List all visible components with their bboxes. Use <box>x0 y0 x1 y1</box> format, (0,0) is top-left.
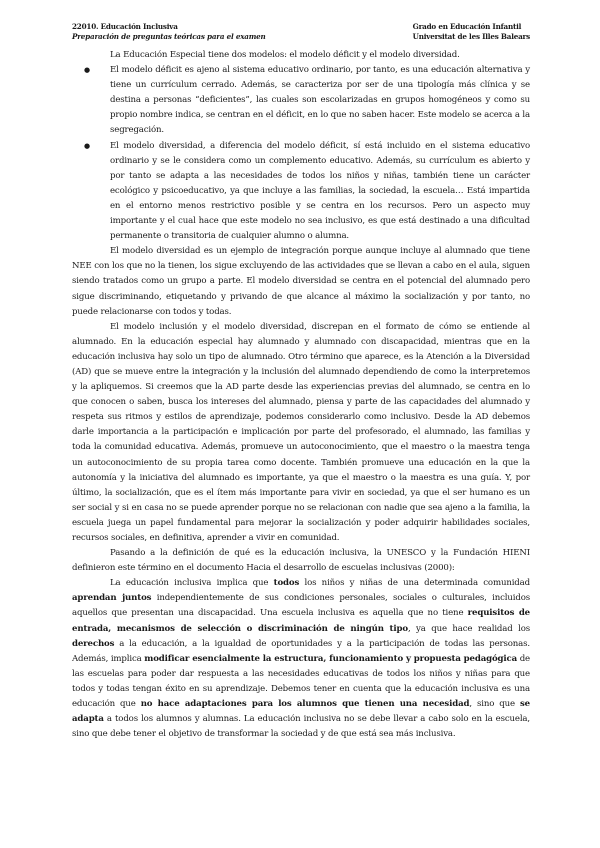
list-item-deficit: ● El modelo déficit es ajeno al sistema educativo ordinario, por tanto, es una educación alternativa y tiene un currículum cerrado. Además, se caracteriza por ser de una tipología más clínica y se destina a personas “deficientes”, las cuales son escolarizadas en grupos homogéneos y como su propio nombre indica, se centran en el déficit, en lo que no saben hacer. Este modelo se acerca a la segregación. <box>110 63 530 138</box>
course-title: 22010. Educación Inclusiva <box>72 22 178 31</box>
bold-run: aprendan juntos <box>72 593 152 604</box>
text-run: de las escuelas para poder dar respuesta a las necesidades educativas de todos los niños y niñas para que todos y todas tengan éxito en su aprendizaje. Debemos tener en cuenta que la educación inclusiva es una educación que <box>72 653 530 710</box>
intro-paragraph: La Educación Especial tiene dos modelos: el modelo déficit y el modelo diversidad. <box>110 50 460 60</box>
text-run: independientemente de sus condiciones personales, sociales o culturales, incluidos aquellos que presentan una discapacidad. Una escuela inclusiva es aquella que no tiene <box>72 593 530 619</box>
paragraph-definicion: Pasando a la definición de qué es la educación inclusiva, la UNESCO y la Fundación HIENI definieron este término en el documento Hacia el desarrollo de escuelas inclusivas (2000): <box>72 548 530 574</box>
bold-run: todos <box>273 578 300 589</box>
degree-name: Grado en Educación Infantil <box>412 22 522 31</box>
text-run: a la educación, a la igualdad de oportunidades y a la participación de todas las personas. Además, implica <box>72 638 530 664</box>
paragraph-integracion: El modelo diversidad es un ejemplo de integración porque aunque incluye al alumnado que tiene NEE con los que no la tienen, los sigue excluyendo de las actividades que se llevan a cabo en el aula, siguen siendo tratados como un grupo a parte. El modelo diversidad se centra en el potencial del alumnado pero sigue discriminando, etiquetando y privando de que alcance al máximo la socialización y por tanto, no puede relacionarse con todos y todas. <box>72 246 530 317</box>
bold-run: no hace adaptaciones para los alumnos que tienen una necesidad <box>140 699 470 710</box>
page-header <box>72 22 530 42</box>
bold-run: modificar esencialmente la estructura, funcionamiento y propuesta pedagógica <box>144 653 518 664</box>
bold-run: derechos <box>72 638 115 649</box>
text-run: , ya que hace realidad los <box>407 623 530 634</box>
paragraph-educacion-inclusiva <box>72 576 530 742</box>
text-run: a todos los alumnos y alumnas. La educación inclusiva no se debe llevar a cabo solo en la escuela, sino que debe tener el objetivo de transformar la sociedad y de que está sea más inclusiva. <box>72 714 530 740</box>
text-run: , sino que <box>469 699 520 710</box>
document-subtitle: Preparación de preguntas teóricas para el examen <box>72 32 266 41</box>
models-list <box>72 63 530 244</box>
text-run: La educación inclusiva implica que <box>110 578 274 589</box>
paragraph-inclusion: El modelo inclusión y el modelo diversidad, discrepan en el formato de cómo se entiende al alumnado. En la educación especial hay alumnado y alumnado con discapacidad, mientras que en la educación inclusiva hay solo un tipo de alumnado. Otro término que aparece, es la Atención a la Diversidad (AD) que se mueve entre la integración y la inclusión del alumnado dependiendo de como la interpretemos y la apliquemos. Si creemos que la AD parte desde las experiencias previas del alumnado, se centra en lo que conocen o saben, busca los intereses del alumnado, piensa y parte de las capacidades del alumnado y respeta sus ritmos y estilos de aprendizaje, podemos considerarlo como inclusivo. Desde la AD debemos darle importancia a la participación e implicación por parte del profesorado, el alumnado, las familias y toda la comunidad educativa. Además, promueve un autoconocimiento, que el maestro o la maestra tenga un autoconocimiento de su propia tarea como docente. También promueve una educación en la que la autonomía y la iniciativa del alumnado es importante, ya que el maestro o la maestra es una guía. Y, por último, la socialización, que es el ítem más importante para vivir en sociedad, ya que el ser humano es un ser social y si en casa no se puede aprender porque no se relacionan con nadie que sea ajeno a la familia, la escuela juega un papel fundamental para mejorar la socialización y poder adquirir habilidades sociales, recursos sociales, en definitiva, aprender a vivir en comunidad. <box>72 321 530 543</box>
bold-run: requisitos de entrada, mecanismos de selección o discriminación de ningún tipo <box>72 608 530 634</box>
list-item-diversidad: ● El modelo diversidad, a diferencia del modelo déficit, sí está incluido en el sistema educativo ordinario y se le considera como un complemento educativo. Además, su currículum es abierto y por tanto se adapta a las necesidades de todos los niños y niñas, también tiene un carácter ecológico y psicoeducativo, ya que incluye a las familias, la sociedad, la escuela… Está impartida en el entorno menos restrictivo posible y se centra en los recursos. Pero un aspecto muy importante y el cual hace que este modelo no sea inclusivo, es que está destinado a una dificultad permanente o transitoria de cualquier alumno o alumna. <box>110 139 530 245</box>
document-body <box>72 48 530 742</box>
text-run: los niños y niñas de una determinada comunidad <box>299 578 530 589</box>
bold-run: se adapta <box>72 699 530 725</box>
university-name: Universitat de les Illes Balears <box>412 32 530 41</box>
